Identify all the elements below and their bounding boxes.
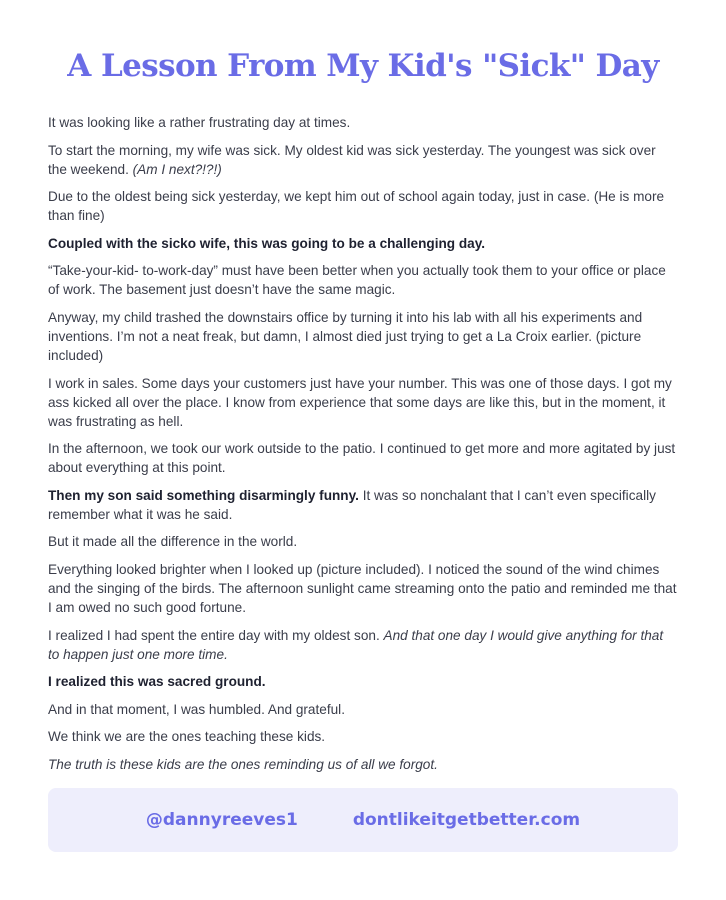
twitter-handle-link[interactable]: @dannyreeves1 [145,810,298,830]
paragraph: But it made all the difference in the world. [48,534,298,550]
paragraph: I work in sales. Some days your customers just have your number. This was one of those days. I got my ass kicked all over the place. I know from experience that some days are like this, but in the moment, it was frustrating as hell. [48,375,672,429]
paragraph [48,486,678,524]
paragraph: Everything looked brighter when I looked up (picture included). I noticed the sound of the wind chimes and the singing of the birds. The afternoon sunlight came streaming onto the patio and reminded me that I am owed no such good fortune. [48,561,677,615]
footer-banner [48,788,678,852]
paragraph: And in that moment, I was humbled. And grateful. [48,701,345,717]
paragraph: It was looking like a rather frustrating day at times. [48,115,351,130]
paragraph-bold-text: Coupled with the sicko wife, this was going to be a challenging day. [48,235,486,251]
paragraph [48,755,678,774]
paragraph-italic-aside: (Am I next?!?!) [132,161,222,177]
paragraph: Anyway, my child trashed the downstairs office by turning it into his lab with all his experiments and inventions. I’m not a neat freak, but damn, I almost died just trying to get a La Croix earlier. (picture included) [48,309,643,363]
paragraph [48,672,678,691]
paragraph-text: To start the morning, my wife was sick. My oldest kid was sick yesterday. The youngest was sick over the weekend. [48,142,656,177]
paragraph: We think we are the ones teaching these kids. [48,729,326,745]
paragraph-bold-text: I realized this was sacred ground. [48,674,266,690]
article-title: A Lesson From My Kid's "Sick" Day [67,48,659,84]
paragraph: In the afternoon, we took our work outside to the patio. I continued to get more and more agitated by just about everything at this point. [48,441,676,476]
paragraph-text: I realized I had spent the entire day with my oldest son. [48,627,380,643]
website-link[interactable]: dontlikeitgetbetter.com [352,810,581,830]
paragraph [48,141,678,179]
paragraph-italic-text: And that one day I would give anything for that to happen just one more time. [48,627,664,662]
article-body [48,113,678,783]
paragraph-text: It was so nonchalant that I can’t even specifically remember what it was he said. [48,487,656,522]
paragraph [48,626,678,664]
paragraph-italic-text: The truth is these kids are the ones reminding us of all we forgot. [48,756,438,772]
paragraph [48,234,678,253]
paragraph: Due to the oldest being sick yesterday, we kept him out of school again today, just in case. (He is more than fine) [48,189,665,224]
paragraph-bold-text: Then my son said something disarmingly funny. [48,487,359,503]
paragraph: “Take-your-kid- to-work-day” must have been better when you actually took them to your office or place of work. The basement just doesn’t have the same magic. [48,263,666,298]
